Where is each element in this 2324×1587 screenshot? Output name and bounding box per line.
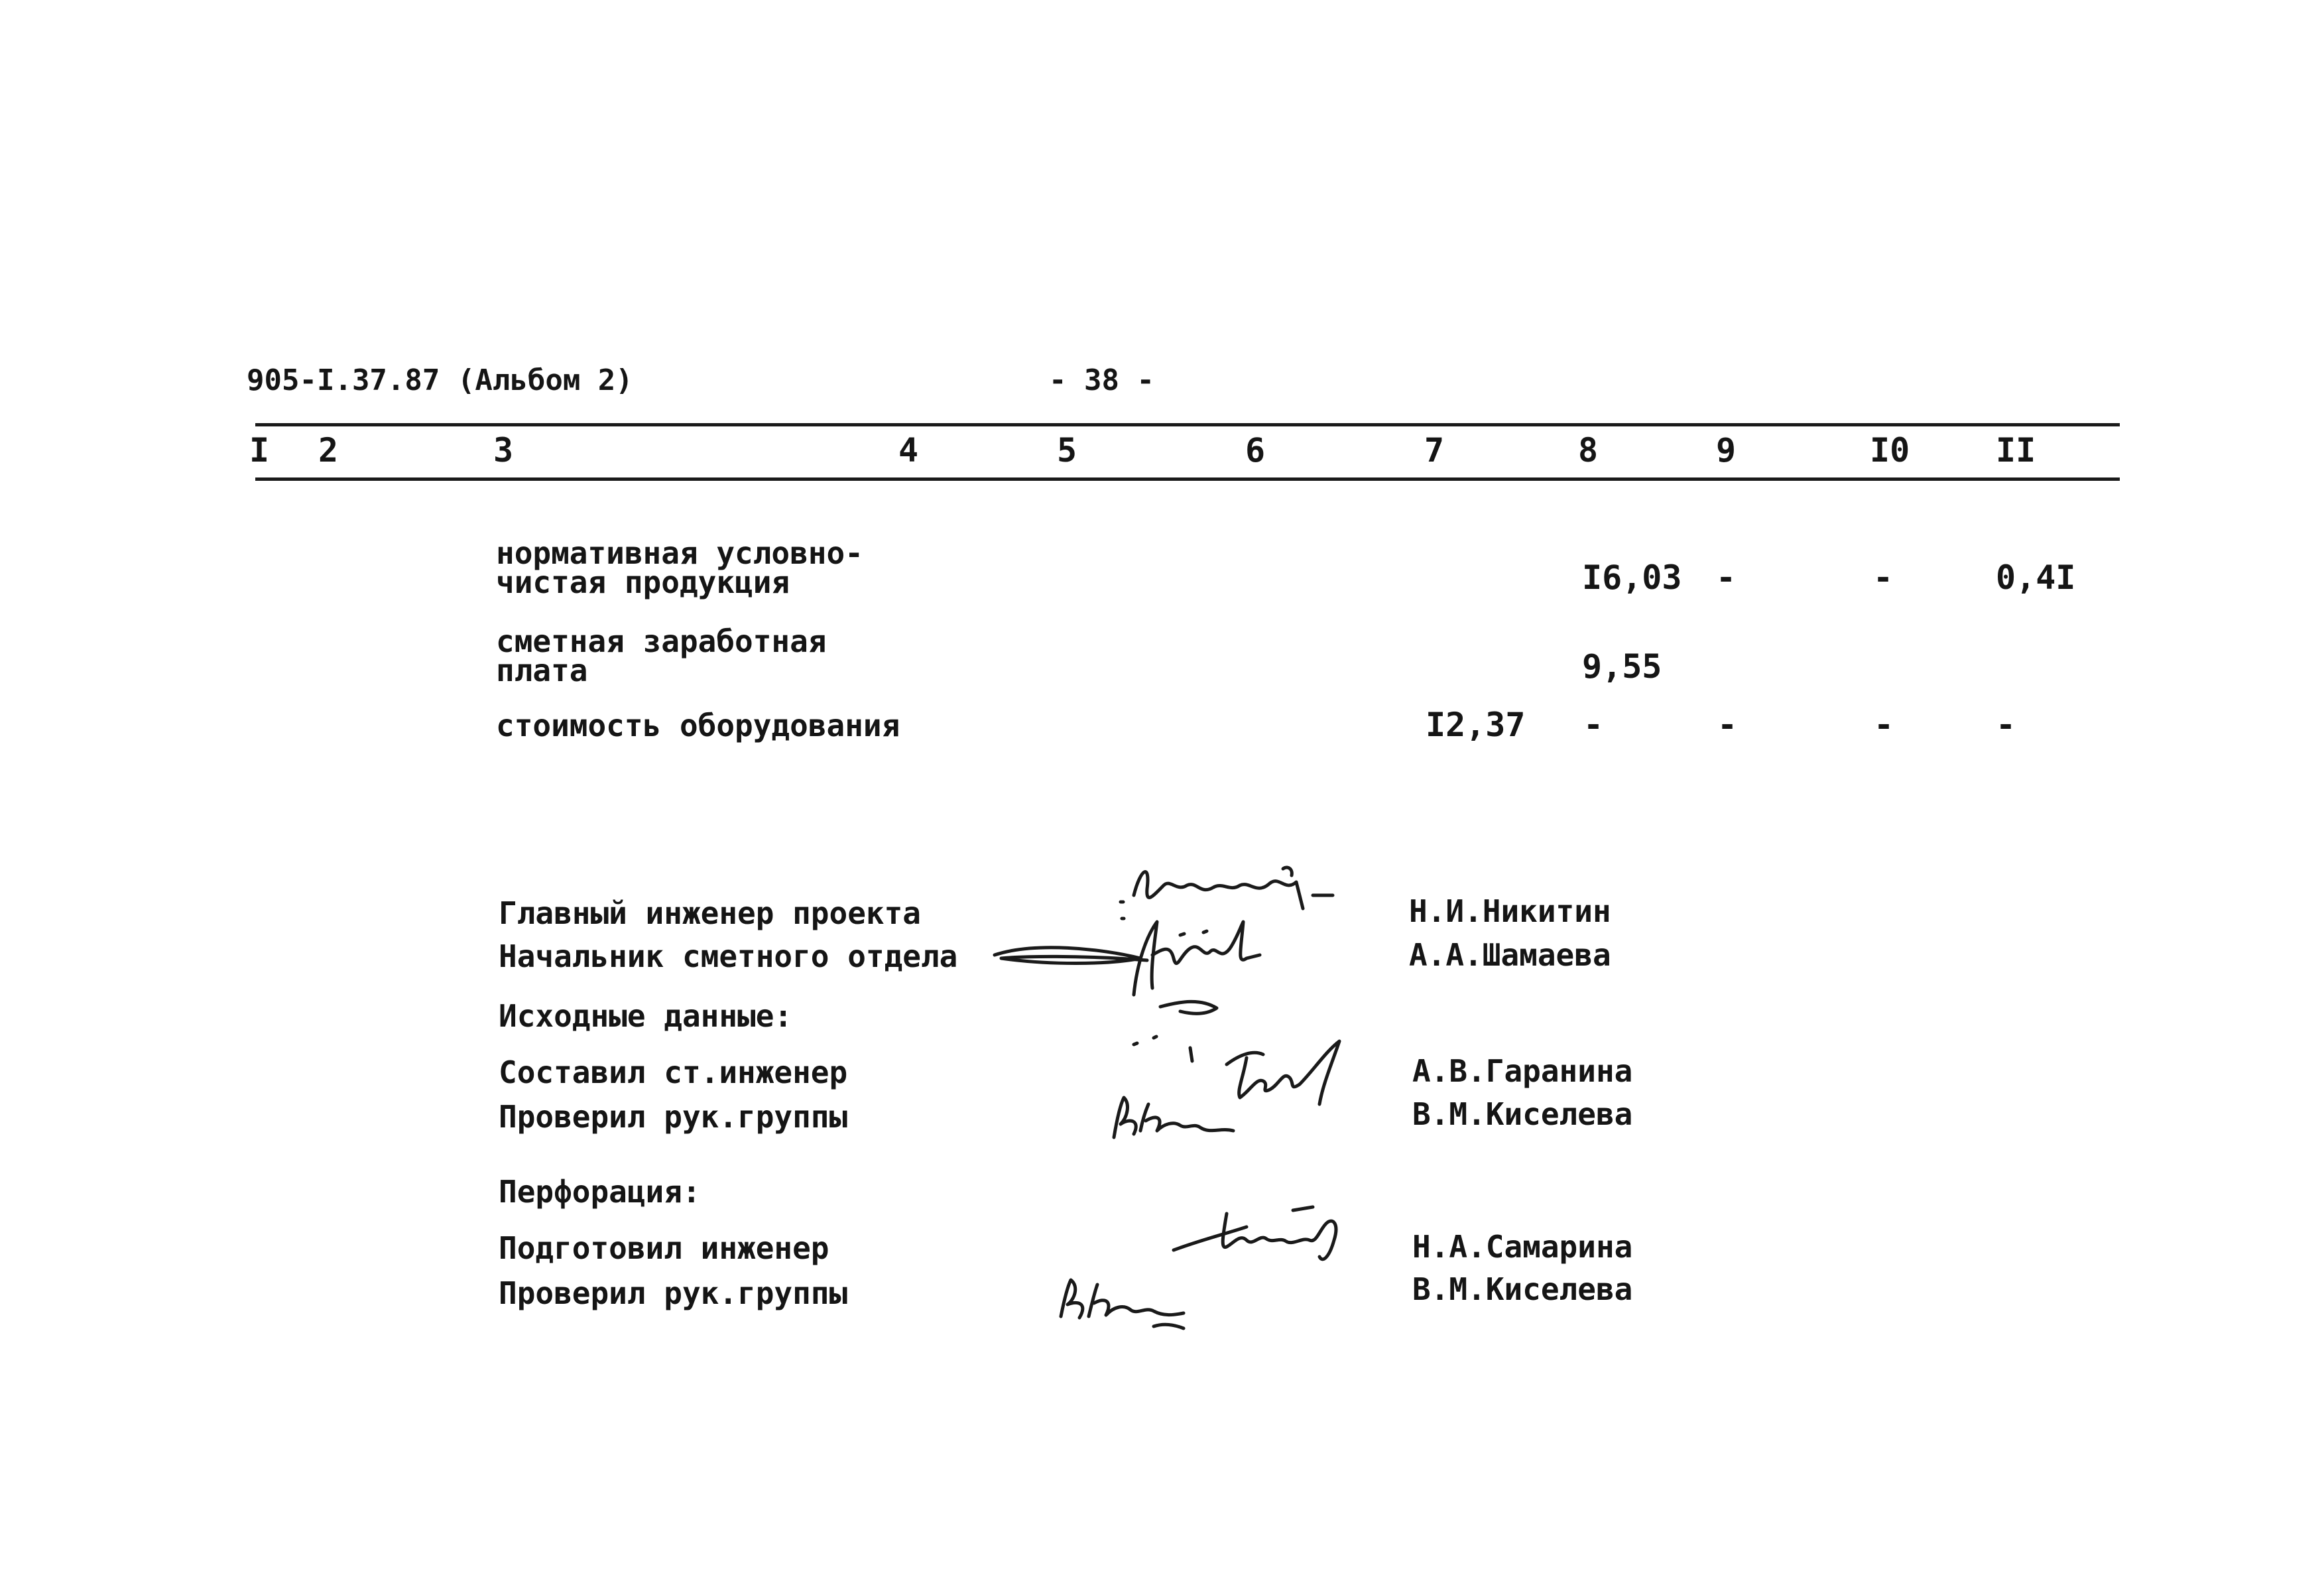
signatory-role: Главный инженер проекта xyxy=(499,895,921,931)
signatory-role: Составил ст.инженер xyxy=(499,1054,848,1090)
column-number-7: 7 xyxy=(1424,431,1445,470)
header-top-rule xyxy=(255,423,2120,426)
cell-col9: - xyxy=(1717,706,1738,744)
column-number-1: I xyxy=(249,431,270,470)
cell-col8: 9,55 xyxy=(1582,647,1662,686)
section-heading: Исходные данные: xyxy=(499,998,793,1034)
cell-col8: I6,03 xyxy=(1582,558,1682,597)
signature-kiseleva-2 xyxy=(1048,1263,1233,1336)
signatory-role: Подготовил инженер xyxy=(499,1230,829,1266)
document-code: 905-I.37.87 (Альбом 2) xyxy=(247,363,633,397)
cell-col8: - xyxy=(1583,706,1604,744)
row-label: плата xyxy=(496,653,588,688)
column-number-10: I0 xyxy=(1870,431,1910,470)
cell-col9: - xyxy=(1716,558,1737,597)
page-number: - 38 - xyxy=(1049,363,1154,397)
cell-col11: - xyxy=(1996,706,2016,744)
signatory-role: Проверил рук.группы xyxy=(499,1275,848,1311)
row-label: стоимость оборудования xyxy=(496,708,900,743)
signatory-role: Проверил рук.группы xyxy=(499,1099,848,1135)
signatory-name: А.В.Гаранина xyxy=(1412,1053,1633,1089)
signatory-name: В.М.Киселева xyxy=(1412,1271,1633,1307)
cell-col10: - xyxy=(1874,706,1894,744)
column-number-6: 6 xyxy=(1245,431,1266,470)
signatory-name: Н.А.Самарина xyxy=(1412,1229,1633,1265)
cell-col11: 0,4I xyxy=(1996,558,2076,597)
column-number-3: 3 xyxy=(493,431,514,470)
signatory-name: В.М.Киселева xyxy=(1412,1096,1633,1132)
header-bottom-rule xyxy=(255,477,2120,481)
signature-kiseleva-1 xyxy=(1101,1078,1300,1151)
column-number-4: 4 xyxy=(898,431,919,470)
signatory-name: А.А.Шамаева xyxy=(1409,937,1611,973)
signatory-role: Начальник сметного отдела xyxy=(499,938,958,974)
cell-col10: - xyxy=(1873,558,1894,597)
row-label: нормативная условно- xyxy=(496,535,863,571)
row-label: чистая продукция xyxy=(496,564,790,600)
column-number-2: 2 xyxy=(318,431,339,470)
column-number-11: II xyxy=(1996,431,2036,470)
row-label: сметная заработная xyxy=(496,623,827,659)
column-number-5: 5 xyxy=(1057,431,1077,470)
section-heading: Перфорация: xyxy=(499,1174,701,1210)
cell-col7: I2,37 xyxy=(1426,706,1526,744)
column-number-8: 8 xyxy=(1578,431,1599,470)
signature-shamaeva xyxy=(981,909,1313,1021)
column-number-9: 9 xyxy=(1716,431,1737,470)
signatory-name: Н.И.Никитин xyxy=(1409,893,1611,929)
